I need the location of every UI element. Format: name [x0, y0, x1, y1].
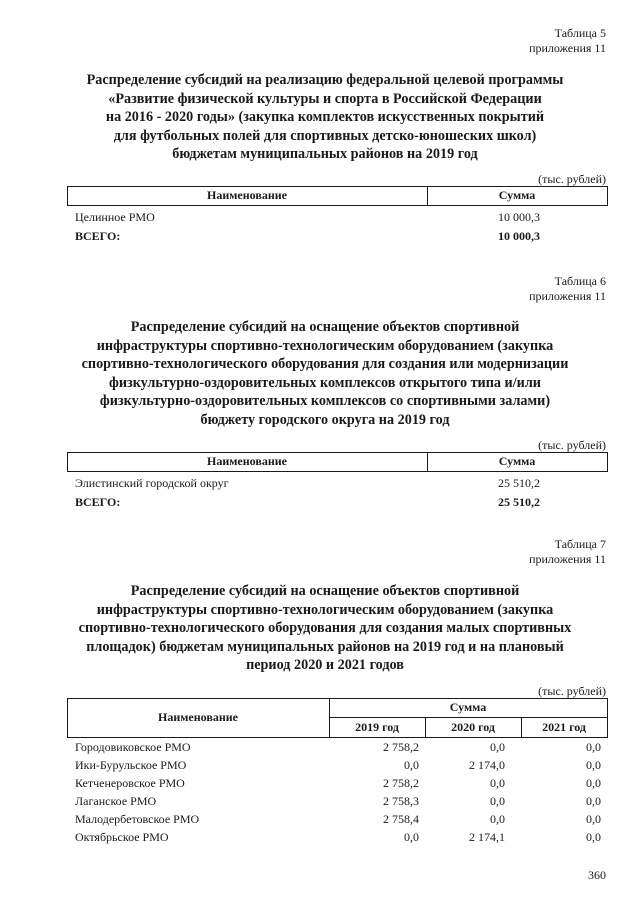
table-row-2019: 2 758,2 [383, 740, 419, 754]
table-row-name: Малодербетовское РМО [75, 812, 200, 826]
table5-title [40, 71, 610, 164]
table-row-2021: 0,0 [586, 776, 601, 790]
table7-units: (тыс. рублей) [538, 684, 606, 698]
title-line: период 2020 и 2021 годов [246, 657, 404, 674]
title-line: бюджетам муниципальных районов на 2019 год [172, 146, 478, 163]
title-line: Распределение субсидий на оснащение объектов спортивной [130, 319, 520, 335]
table6-header-name: Наименование [207, 454, 287, 468]
table-row-name: Лаганское РМО [75, 794, 157, 808]
title-line: спортивно-технологического оборудования для создания или модернизации [81, 356, 569, 373]
table7-header-2021: 2021 год [542, 720, 586, 734]
table5-total-sum: 10 000,3 [498, 229, 540, 243]
title-line: физкультурно-оздоровительных комплексов открытого типа и/или [109, 374, 541, 391]
table7-body [67, 740, 608, 850]
table7-header-sum: Сумма [449, 700, 487, 714]
table-row-2021: 0,0 [586, 758, 601, 772]
table-row [67, 740, 608, 758]
table-row-name: Кетченеровское РМО [75, 776, 185, 790]
table5-label: Таблица 5 [554, 26, 606, 40]
table-row [67, 776, 608, 794]
table-row-2019: 2 758,3 [383, 794, 419, 808]
title-line: инфраструктуры спортивно-технологическим оборудованием (закупка [96, 601, 554, 618]
table-row-2020: 0,0 [490, 812, 505, 826]
table7-header [67, 698, 608, 738]
table6-total-label: ВСЕГО: [75, 495, 121, 509]
table-row-name: Ики-Бурульское РМО [75, 758, 187, 772]
table-row-2021: 0,0 [586, 812, 601, 826]
table-row-2020: 2 174,0 [469, 758, 505, 772]
table-row-2021: 0,0 [586, 830, 601, 844]
table-row-2019: 2 758,4 [383, 812, 419, 826]
table7-header-name: Наименование [158, 710, 238, 724]
table-row-name: Городовиковское РМО [75, 740, 191, 754]
table6-units: (тыс. рублей) [538, 438, 606, 452]
table-row-2020: 0,0 [490, 794, 505, 808]
title-line: площадок) бюджетам муниципальных районов на 2019 год и на плановый [86, 638, 564, 655]
table6-total-sum: 25 510,2 [498, 495, 540, 509]
table-row-name: Октябрьское РМО [75, 830, 169, 844]
table5-appendix: приложения 11 [529, 41, 606, 55]
title-line: на 2016 - 2020 годы» (закупка комплектов искусственных покрытий [105, 109, 545, 126]
table7-label: Таблица 7 [554, 537, 606, 551]
table-row-sum: 25 510,2 [498, 476, 540, 490]
table6-appendix: приложения 11 [529, 289, 606, 303]
table6-title [40, 318, 610, 430]
table-row [67, 812, 608, 830]
table-row-sum: 10 000,3 [498, 210, 540, 224]
table-row [67, 794, 608, 812]
table-row [67, 758, 608, 776]
table5-units: (тыс. рублей) [538, 172, 606, 186]
table-row-2020: 0,0 [490, 776, 505, 790]
table6-header [67, 452, 608, 472]
table7-appendix: приложения 11 [529, 552, 606, 566]
table5-header [67, 186, 608, 206]
table-row-2021: 0,0 [586, 794, 601, 808]
table5-header-name: Наименование [207, 188, 287, 202]
page-number: 360 [588, 868, 606, 882]
table-row [67, 830, 608, 848]
title-line: физкультурно-оздоровительных комплексов со спортивными залами) [99, 393, 551, 410]
table6-header-sum: Сумма [498, 454, 536, 468]
title-line: инфраструктуры спортивно-технологическим оборудованием (закупка [96, 337, 554, 354]
table-row-name: Элистинский городской округ [75, 476, 229, 490]
title-line: бюджету городского округа на 2019 год [200, 411, 450, 428]
title-line: Распределение субсидий на реализацию федеральной целевой программы [86, 72, 564, 88]
table-row-2019: 0,0 [404, 758, 419, 772]
title-line: спортивно-технологического оборудования для создания малых спортивных [78, 620, 572, 637]
table7-header-2020: 2020 год [451, 720, 495, 734]
table5-header-sum: Сумма [498, 188, 536, 202]
table-row-2019: 2 758,2 [383, 776, 419, 790]
table-row-2019: 0,0 [404, 830, 419, 844]
title-line: «Развитие физической культуры и спорта в Российской Федерации [108, 90, 542, 107]
table-row-name: Целинное РМО [75, 210, 155, 224]
table7-header-2019: 2019 год [355, 720, 399, 734]
table-row-2021: 0,0 [586, 740, 601, 754]
table5-total-label: ВСЕГО: [75, 229, 121, 243]
table-row-2020: 2 174,1 [469, 830, 505, 844]
table-row-2020: 0,0 [490, 740, 505, 754]
title-line: для футбольных полей для спортивных детско-юношеских школ) [113, 127, 537, 144]
table6-label: Таблица 6 [554, 274, 606, 288]
table7-title [40, 582, 610, 675]
title-line: Распределение субсидий на оснащение объектов спортивной [130, 583, 520, 599]
